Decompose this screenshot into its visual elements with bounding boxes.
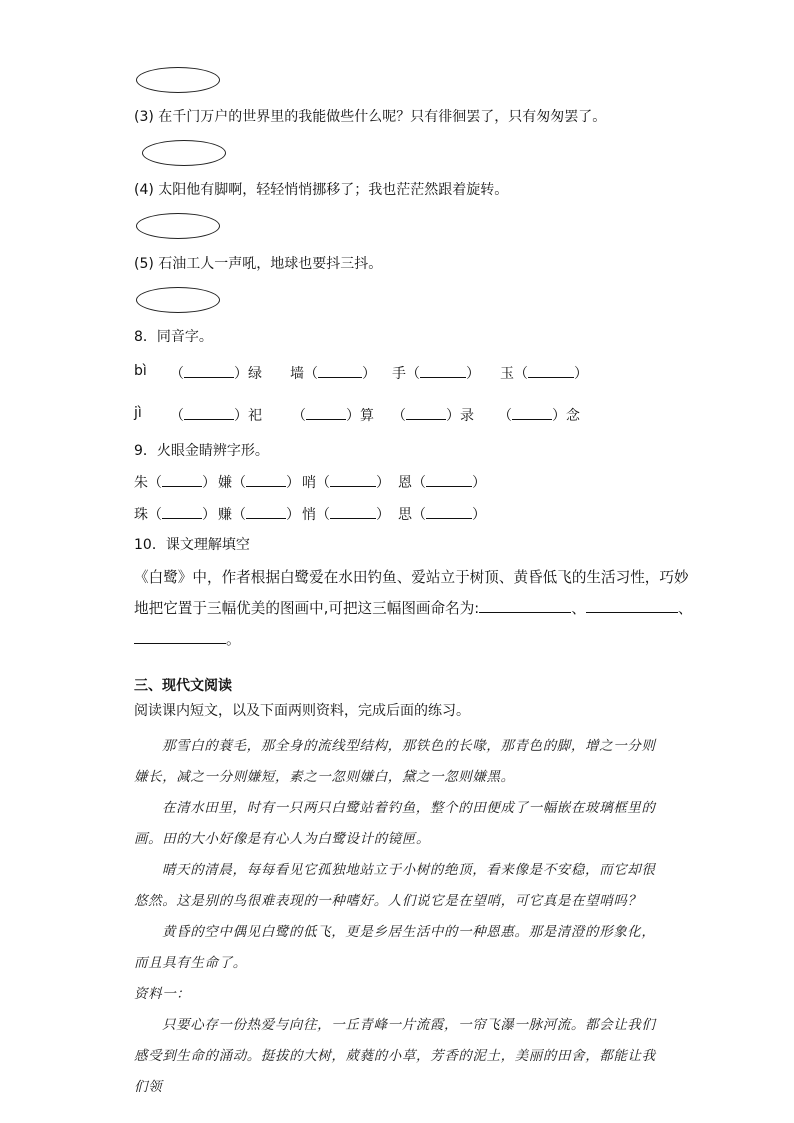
blank[interactable] xyxy=(246,504,286,519)
q9-r2-4: 思（ ） xyxy=(398,504,486,524)
q9-r2-1: 珠（ ） xyxy=(134,504,216,524)
answer-oval-5[interactable] xyxy=(136,287,220,313)
blank[interactable] xyxy=(420,363,466,378)
passage-paragraph-3: 晴天的清晨，每每看见它孤独地站立于小树的绝顶，看来像是不安稳，而它却很悠然。这是别的鸟很难表现的一种嗜好。人们说它是在望哨，可它真是在望哨吗？ xyxy=(134,862,656,909)
q9-char: 朱 xyxy=(134,475,148,491)
q10-text-line3 xyxy=(134,628,241,649)
material-1-label: 资料一： xyxy=(134,986,191,1002)
q10-prompt: 地把它置于三幅优美的图画中,可把这三幅图画命名为: xyxy=(134,600,480,617)
q9-r2-3: 悄（ ） xyxy=(302,504,390,524)
q9-char: 思 xyxy=(398,507,412,523)
q9-char: 悄 xyxy=(302,507,316,523)
q8-char: 手 xyxy=(392,366,406,382)
q7-item-5: (5) 石油工人一声吼，地球也要抖三抖。 xyxy=(134,256,383,272)
q8-ji-2: （ ）算 xyxy=(292,405,374,425)
answer-oval-2[interactable] xyxy=(136,67,220,93)
q10-blank-2[interactable] xyxy=(586,598,678,613)
q9-r1-1: 朱（ ） xyxy=(134,472,216,492)
q8-bi-3: 手（ ） xyxy=(392,363,480,383)
q10-blank-1[interactable] xyxy=(479,598,571,613)
blank[interactable] xyxy=(406,405,446,420)
q8-char: 绿 xyxy=(248,366,262,382)
answer-oval-4[interactable] xyxy=(136,213,220,239)
q8-bi-4: 玉（ ） xyxy=(500,363,588,383)
q8-char: 玉 xyxy=(500,366,514,382)
blank[interactable] xyxy=(330,472,376,487)
q8-ji-4: （ ）念 xyxy=(498,405,580,425)
q9-char: 赚 xyxy=(218,507,232,523)
q8-pinyin-bi: bì xyxy=(134,363,147,379)
q10-text-line1: 《白鹭》中，作者根据白鹭爱在水田钓鱼、爱站立于树顶、黄昏低飞的生活习性，巧妙 xyxy=(134,569,689,586)
q10-sep: 、 xyxy=(677,600,693,617)
q9-r1-3: 哨（ ） xyxy=(302,472,390,492)
q9-r1-4: 恩（ ） xyxy=(398,472,486,492)
q8-char: 念 xyxy=(566,408,580,424)
q9-r1-2: 嫌（ ） xyxy=(218,472,300,492)
q8-char: 录 xyxy=(460,408,474,424)
blank[interactable] xyxy=(512,405,552,420)
blank[interactable] xyxy=(162,504,202,519)
q8-ji-3: （ ）录 xyxy=(392,405,474,425)
q9-char: 恩 xyxy=(398,475,412,491)
blank[interactable] xyxy=(306,405,346,420)
blank[interactable] xyxy=(426,472,472,487)
q9-char: 珠 xyxy=(134,507,148,523)
q8-ji-1: （ ）祀 xyxy=(170,405,262,425)
blank[interactable] xyxy=(184,405,234,420)
q8-char: 祀 xyxy=(248,408,262,424)
blank[interactable] xyxy=(318,363,362,378)
passage xyxy=(134,731,662,1103)
passage-paragraph-2: 在清水田里，时有一只两只白鹭站着钓鱼，整个的田便成了一幅嵌在玻璃框里的画。田的大小好像是有心人为白鹭设计的镜匣。 xyxy=(134,800,656,847)
q7-item-4: (4) 太阳他有脚啊，轻轻悄悄挪移了；我也茫茫然跟着旋转。 xyxy=(134,182,509,198)
blank[interactable] xyxy=(330,504,376,519)
q9-char: 哨 xyxy=(302,475,316,491)
passage-paragraph-1: 那雪白的蓑毛，那全身的流线型结构，那铁色的长喙，那青色的脚，增之一分则嫌长，减之一分则嫌短，素之一忽则嫌白，黛之一忽则嫌黑。 xyxy=(134,738,656,785)
passage-paragraph-4: 黄昏的空中偶见白鹭的低飞，更是乡居生活中的一种恩惠。那是清澄的形象化，而且具有生命了。 xyxy=(134,924,656,971)
blank[interactable] xyxy=(528,363,574,378)
q8-bi-1: （ ）绿 xyxy=(170,363,262,383)
q10-blank-3[interactable] xyxy=(134,629,226,644)
section-3-heading: 三、现代文阅读 xyxy=(134,678,232,694)
q8-bi-2: 墙（ ） xyxy=(290,363,376,383)
q8-char: 墙 xyxy=(290,366,304,382)
q7-item-3: (3) 在千门万户的世界里的我能做些什么呢？只有徘徊罢了，只有匆匆罢了。 xyxy=(134,109,607,125)
q10-sep: 、 xyxy=(571,600,586,617)
q10-end: 。 xyxy=(226,631,241,648)
blank[interactable] xyxy=(184,363,234,378)
blank[interactable] xyxy=(162,472,202,487)
q9-r2-2: 赚（ ） xyxy=(218,504,300,524)
q9-char: 嫌 xyxy=(218,475,232,491)
q8-char: 算 xyxy=(360,408,374,424)
blank[interactable] xyxy=(426,504,472,519)
answer-oval-3[interactable] xyxy=(142,140,226,166)
material-1-text: 只要心存一份热爱与向往，一丘青峰一片流霞，一帘飞瀑一脉河流。都会让我们感受到生命的涌动。挺拔的大树，葳蕤的小草，芳香的泥土，美丽的田舍，都能让我们领 xyxy=(134,1017,656,1095)
section-3-intro: 阅读课内短文，以及下面两则资料，完成后面的练习。 xyxy=(134,703,470,719)
q8-title: 8．同音字。 xyxy=(134,329,213,345)
q9-title: 9．火眼金睛辨字形。 xyxy=(134,443,269,459)
q8-pinyin-ji: jì xyxy=(134,405,142,421)
q10-title: 10．课文理解填空 xyxy=(134,537,250,553)
q10-text-line2 xyxy=(134,597,692,618)
blank[interactable] xyxy=(246,472,286,487)
